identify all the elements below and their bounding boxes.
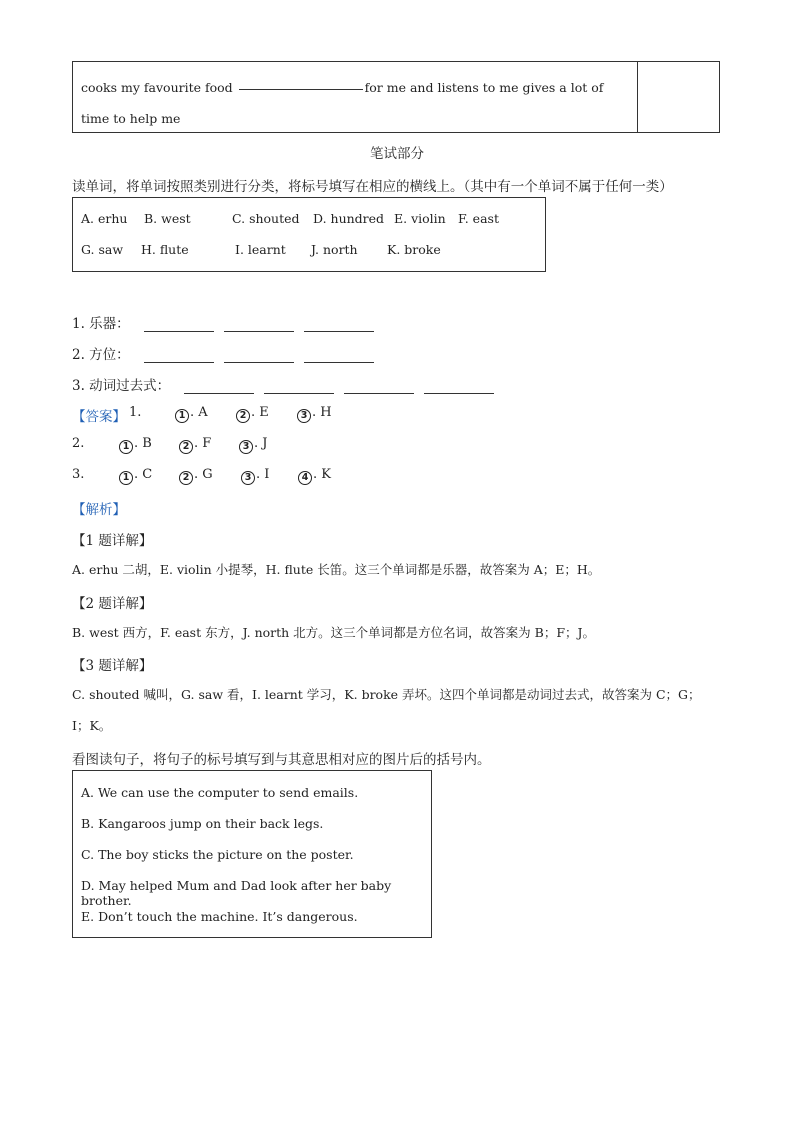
detail-2-heading: 【2 题详解】 bbox=[72, 596, 153, 612]
detail-3-text: C. shouted 喊叫，G. saw 看，I. learnt 学习，K. broke 弄坏。这四个单词都是动词过去式，故答案为 C；G； bbox=[72, 687, 701, 702]
sentence-d: D. May helped Mum and Dad look after her baby brother. bbox=[81, 878, 392, 908]
word-h: H. flute bbox=[141, 242, 189, 257]
sentence-a: A. We can use the computer to send emails. bbox=[81, 785, 359, 800]
word-i: I. learnt bbox=[235, 242, 286, 257]
answer-1-2: 2 . E bbox=[236, 405, 269, 423]
sentence-box bbox=[72, 770, 432, 938]
detail-3-text-cont: I；K。 bbox=[72, 718, 112, 733]
detail-1-heading: 【1 题详解】 bbox=[72, 533, 153, 549]
answer-label: 【答案】 bbox=[72, 409, 126, 425]
word-box bbox=[72, 197, 546, 272]
answer-3-4: 4 . K bbox=[298, 467, 331, 485]
answer-2-2: 2 . F bbox=[179, 436, 211, 454]
analysis-label: 【解析】 bbox=[72, 502, 126, 518]
fill-in-blank[interactable] bbox=[239, 88, 363, 90]
category-directions bbox=[72, 343, 374, 363]
answer-blank[interactable] bbox=[264, 380, 334, 394]
answer-row-3-num: 3. bbox=[72, 467, 85, 482]
word-b: B. west bbox=[144, 211, 191, 226]
detail-2-text: B. west 西方，F. east 东方，J. north 北方。这三个单词都是方位名词，故答案为 B；F；J。 bbox=[72, 625, 596, 640]
sentence-c: C. The boy sticks the picture on the poster. bbox=[81, 847, 354, 862]
answer-blank[interactable] bbox=[344, 380, 414, 394]
word-j: J. north bbox=[311, 242, 358, 257]
answer-1-3: 3 . H bbox=[297, 405, 332, 423]
word-d: D. hundred bbox=[313, 211, 385, 226]
answer-1-1: 1 . A bbox=[175, 405, 208, 423]
answer-blank[interactable] bbox=[144, 318, 214, 332]
answer-blank[interactable] bbox=[224, 349, 294, 363]
answer-3-2: 2 . G bbox=[179, 467, 213, 485]
answer-3-3: 3 . I bbox=[241, 467, 269, 485]
word-g: G. saw bbox=[81, 242, 124, 257]
detail-1-text: A. erhu 二胡，E. violin 小提琴，H. flute 长笛。这三个单词都是乐器，故答案为 A；E；H。 bbox=[72, 562, 601, 577]
sentence-e: E. Don’t touch the machine. It’s dangerous. bbox=[81, 909, 358, 924]
answer-blank[interactable] bbox=[304, 318, 374, 332]
top-table bbox=[72, 61, 720, 133]
answer-2-1: 1 . B bbox=[119, 436, 152, 454]
answer-blank[interactable] bbox=[224, 318, 294, 332]
answer-row-2-num: 2. bbox=[72, 436, 85, 451]
category-label: 3. 动词过去式： bbox=[72, 378, 171, 394]
instruction-match: 看图读句子，将句子的标号填写到与其意思相对应的图片后的括号内。 bbox=[72, 752, 491, 768]
answer-blank[interactable] bbox=[144, 349, 214, 363]
top-table-text-cell bbox=[73, 62, 638, 132]
category-label: 1. 乐器： bbox=[72, 316, 130, 332]
detail-3-heading: 【3 题详解】 bbox=[72, 658, 153, 674]
category-instruments bbox=[72, 312, 374, 332]
word-f: F. east bbox=[458, 211, 499, 226]
word-e: E. violin bbox=[394, 211, 446, 226]
category-past-tense bbox=[72, 374, 494, 394]
category-label: 2. 方位： bbox=[72, 347, 130, 363]
top-table-text-before: cooks my favourite food bbox=[81, 80, 237, 95]
answer-blank[interactable] bbox=[424, 380, 494, 394]
instruction-classify: 读单词，将单词按照类别进行分类，将标号填写在相应的横线上。（其中有一个单词不属于任何一类） bbox=[72, 179, 673, 195]
answer-blank[interactable] bbox=[184, 380, 254, 394]
top-table-text-after: for me and listens to me gives a lot of time to help me bbox=[81, 80, 604, 126]
section-title: 笔试部分 bbox=[370, 146, 424, 162]
answer-2-3: 3 . J bbox=[239, 436, 267, 454]
sentence-b: B. Kangaroos jump on their back legs. bbox=[81, 816, 324, 831]
word-c: C. shouted bbox=[232, 211, 300, 226]
word-a: A. erhu bbox=[81, 211, 128, 226]
word-k: K. broke bbox=[387, 242, 441, 257]
answer-blank[interactable] bbox=[304, 349, 374, 363]
answer-3-1: 1 . C bbox=[119, 467, 152, 485]
answer-row-1-num: 1. bbox=[129, 405, 142, 420]
